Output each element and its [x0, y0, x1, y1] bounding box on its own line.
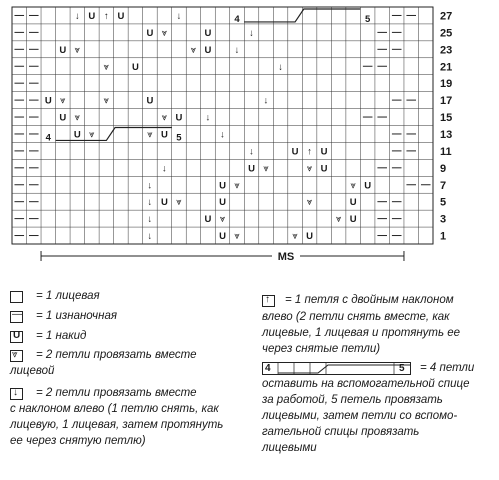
k2tog-stitch: ⩔ — [350, 180, 356, 192]
ssk-stitch: ↓ — [278, 61, 283, 73]
yarn-over-stitch: U — [88, 10, 96, 22]
yarn-over-stitch: U — [349, 214, 357, 226]
k2tog-stitch: ⩔ — [89, 129, 95, 141]
ssk-stitch: ↓ — [263, 95, 269, 107]
k2tog-stitch: ⩔ — [306, 197, 313, 209]
yarn-over-stitch: U — [160, 197, 168, 209]
legend-yarn-over-symbol — [10, 331, 23, 343]
ssk-stitch: ↓ — [220, 129, 225, 141]
k2tog-stitch: ⩔ — [60, 95, 66, 107]
row-number: 9 — [440, 162, 447, 175]
k2tog-stitch: ⩔ — [292, 231, 298, 243]
legend-ssk-line1: с наклоном влево (1 петлю снять, как — [10, 403, 219, 415]
legend-k2tog-text: = 2 петли провязать вместе — [36, 349, 197, 361]
k2tog-stitch: ⩔ — [234, 180, 240, 192]
ssk-stitch: ↓ — [162, 163, 167, 175]
ssk-stitch: ↓ — [74, 10, 80, 22]
row-number: 21 — [440, 61, 453, 74]
row-number: 19 — [440, 78, 453, 91]
yarn-over-stitch: U — [59, 44, 67, 56]
legend-cable-symbol — [262, 361, 412, 377]
row-number: 5 — [440, 196, 447, 209]
legend-double-line1: влево (2 петли снять вместе, как — [262, 311, 450, 323]
yarn-over-stitch: U — [146, 27, 154, 39]
legend-cable-line4: гательной спицы провязать — [262, 426, 420, 438]
legend-cable-line2: за работой, 5 петель провязать — [262, 394, 443, 406]
legend-purl-symbol — [10, 311, 23, 323]
ssk-stitch: ↓ — [147, 231, 153, 243]
yarn-over-stitch: U — [364, 180, 372, 192]
k2tog-stitch: ⩔ — [335, 214, 342, 226]
legend-cable-line3: лицевыми, затем петли со вспомо- — [262, 410, 458, 422]
row-number: 11 — [440, 145, 452, 158]
row-number: 27 — [440, 10, 453, 23]
k2tog-stitch: ⩔ — [147, 129, 153, 141]
legend-double-dec-symbol — [262, 295, 275, 307]
yarn-over-stitch: U — [146, 95, 154, 107]
legend-k2tog-symbol — [10, 350, 23, 362]
row-number: 1 — [440, 230, 447, 243]
ssk-stitch: ↓ — [249, 146, 254, 158]
yarn-over-stitch: U — [349, 197, 357, 209]
k2tog-stitch: ⩔ — [103, 95, 110, 107]
legend-ssk-symbol — [10, 388, 23, 400]
legend-knit-symbol — [10, 291, 23, 303]
cable-cross-mid-end: 5 — [176, 132, 182, 144]
ssk-stitch: ↓ — [176, 10, 182, 22]
yarn-over-stitch: U — [219, 180, 226, 192]
ssk-stitch: ↓ — [147, 214, 153, 226]
yarn-over-stitch: U — [131, 61, 139, 73]
k2tog-stitch: ⩔ — [190, 44, 197, 56]
ssk-arrow-icon: ↓ — [13, 387, 18, 398]
yarn-over-stitch: U — [320, 146, 328, 158]
double-dec-stitch: ↑ — [307, 146, 312, 158]
ssk-stitch: ↓ — [249, 27, 254, 39]
ssk-stitch: ↓ — [205, 112, 211, 124]
legend-cable-text: = 4 петли — [420, 362, 475, 374]
yarn-over-stitch: U — [175, 112, 183, 124]
row-number: 13 — [440, 128, 453, 141]
purl-dash-icon: — — [12, 309, 22, 320]
yarn-over-stitch: U — [117, 10, 125, 22]
cable-cross-mid-start: 4 — [45, 132, 51, 144]
legend-yarn-over-text: = 1 накид — [36, 330, 87, 342]
yarn-over-stitch: U — [219, 231, 226, 243]
legend-knit-text: = 1 лицевая — [36, 290, 100, 302]
yarn-over-stitch: U — [73, 129, 81, 141]
double-dec-stitch: ↑ — [103, 10, 109, 22]
yarn-over-stitch: U — [291, 146, 299, 158]
k2tog-stitch: ⩔ — [161, 27, 168, 39]
legend-double-line2: лицевые, 1 лицевая и протянуть ее — [262, 327, 461, 339]
ssk-stitch: ↓ — [147, 180, 153, 192]
yarn-over-stitch: U — [160, 129, 168, 141]
yarn-over-stitch: U — [204, 214, 212, 226]
k2tog-icon: ⩔ — [12, 349, 18, 360]
legend-ssk-text: = 2 петли провязать вместе — [36, 387, 197, 399]
row-number: 7 — [440, 179, 447, 192]
row-number: 25 — [440, 27, 453, 40]
legend-cable-line1: оставить на вспомогательной спице — [262, 378, 470, 390]
k2tog-stitch: ⩔ — [103, 61, 110, 73]
legend-ssk-line2: лицевую, 1 лицевая, затем протянуть — [10, 419, 224, 431]
k2tog-stitch: ⩔ — [263, 163, 269, 175]
legend-cable-num5: 5 — [399, 363, 405, 374]
legend-double-text: = 1 петля с двойным наклоном — [285, 294, 454, 306]
k2tog-stitch: ⩔ — [74, 44, 81, 56]
yarn-over-stitch: U — [44, 95, 52, 107]
cable-cross-top-start: 4 — [234, 13, 240, 25]
yarn-over-stitch: U — [320, 163, 328, 175]
yarn-over-stitch: U — [204, 44, 212, 56]
k2tog-stitch: ⩔ — [234, 231, 240, 243]
k2tog-stitch: ⩔ — [219, 214, 226, 226]
yarn-over-stitch: U — [59, 112, 67, 124]
double-dec-arrow-icon: ↑ — [265, 294, 270, 305]
cable-cross-top-end: 5 — [365, 13, 371, 25]
legend-ssk-line3: ее через снятую петлю) — [10, 435, 146, 447]
yarn-over-stitch: U — [248, 163, 255, 175]
row-number: 17 — [440, 95, 453, 108]
k2tog-stitch: ⩔ — [74, 112, 81, 124]
k2tog-stitch: ⩔ — [161, 112, 168, 124]
k2tog-stitch: ⩔ — [306, 163, 313, 175]
row-number: 15 — [440, 112, 453, 125]
yarn-over-icon: U — [13, 330, 21, 341]
legend-double-line3: через снятые петли) — [262, 343, 381, 355]
legend-cable-line5: лицевыми — [262, 442, 317, 454]
repeat-label: MS — [277, 251, 295, 263]
legend-purl-text: = 1 изнаночная — [36, 310, 117, 322]
row-number: 23 — [440, 44, 453, 57]
legend-cable-num4: 4 — [265, 363, 271, 374]
legend-k2tog-cont: лицевой — [10, 365, 55, 377]
row-number: 3 — [440, 213, 447, 226]
yarn-over-stitch: U — [219, 197, 226, 209]
yarn-over-stitch: U — [204, 27, 212, 39]
ssk-stitch: ↓ — [234, 44, 240, 56]
yarn-over-stitch: U — [306, 231, 314, 243]
k2tog-stitch: ⩔ — [176, 197, 182, 209]
ssk-stitch: ↓ — [147, 197, 153, 209]
